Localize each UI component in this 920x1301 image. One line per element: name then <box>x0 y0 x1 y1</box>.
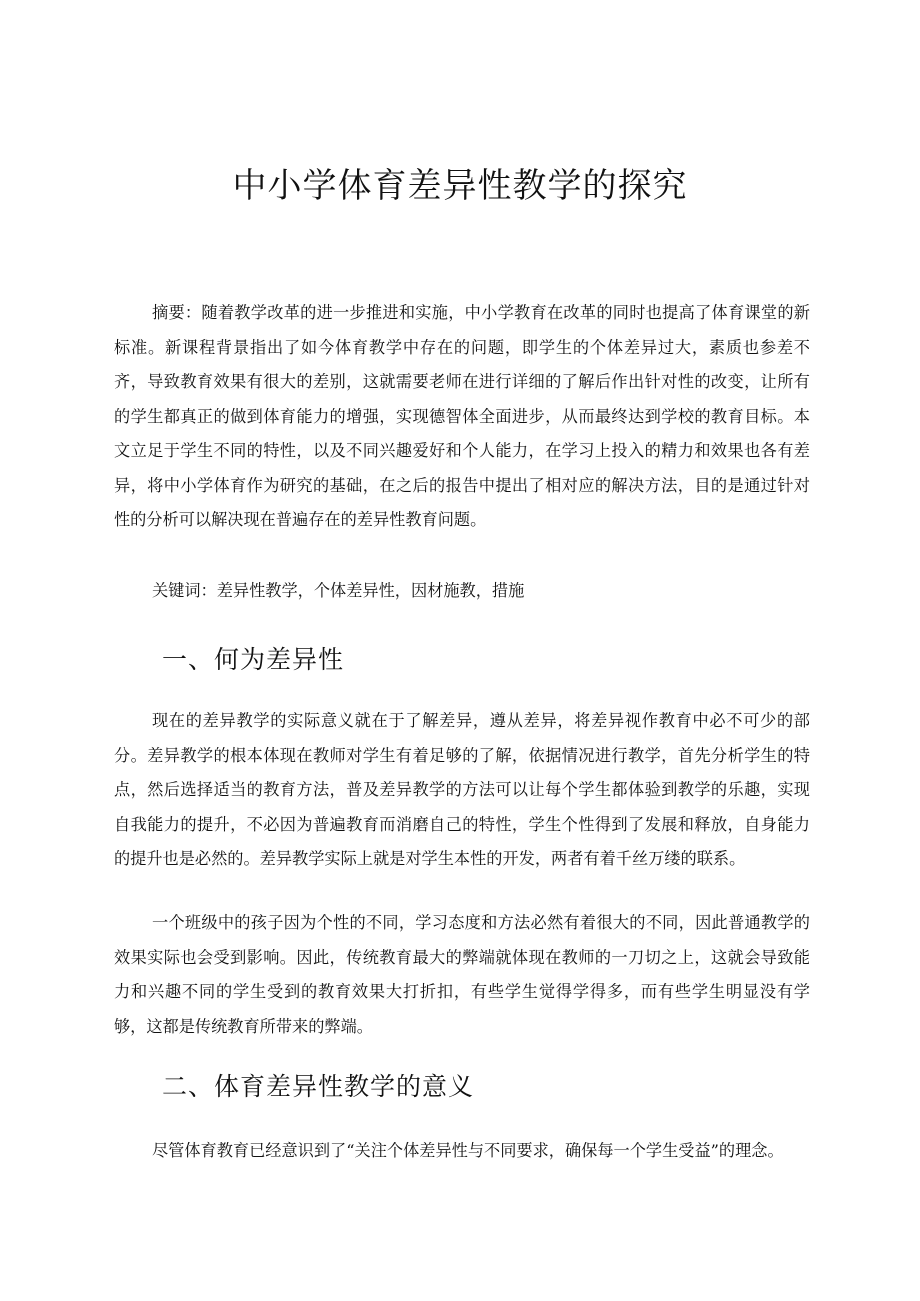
section-2-paragraph-1: 尽管体育教育已经意识到了“关注个体差异性与不同要求，确保每一个学生受益”的理念。 <box>152 1141 784 1160</box>
keywords-line: 关键词：差异性教学，个体差异性，因材施教，措施 <box>152 581 525 600</box>
abstract-paragraph: 摘要：随着教学改革的进一步推进和实施，中小学教育在改革的同时也提高了体育课堂的新标准。新课程背景指出了如今体育教学中存在的问题，即学生的个体差异过大，素质也参差不齐，导致教育效果有很大的差别，这就需要老师在进行详细的了解后作出针对性的改变，让所有的学生都真正的做到体育能力的增强，实现德智体全面进步，从而最终达到学校的教育目标。本文立足于学生不同的特性，以及不同兴趣爱好和个人能力，在学习上投入的精力和效果也各有差异，将中小学体育作为研究的基础，在之后的报告中提出了相对应的解决方法，目的是通过针对性的分析可以解决现在普遍存在的差异性教育问题。 <box>114 303 810 529</box>
section-1-paragraph-1: 现在的差异教学的实际意义就在于了解差异，遵从差异，将差异视作教育中必不可少的部分。差异教学的根本体现在教师对学生有着足够的了解，依据情况进行教学，首先分析学生的特点，然后选择适当的教育方法，普及差异教学的方法可以让每个学生都体验到教学的乐趣，实现自我能力的提升，不必因为普遍教育而消磨自己的特性，学生个性得到了发展和释放，自身能力的提升也是必然的。差异教学实际上就是对学生本性的开发，两者有着千丝万缕的联系。 <box>114 711 810 868</box>
section-1-paragraph-2: 一个班级中的孩子因为个性的不同，学习态度和方法必然有着很大的不同，因此普通教学的效果实际也会受到影响。因此，传统教育最大的弊端就体现在教师的一刀切之上，这就会导致能力和兴趣不同的学生受到的教育效果大打折扣，有些学生觉得学得多，而有些学生明显没有学够，这都是传统教育所带来的弊端。 <box>114 913 810 1036</box>
section-heading-2: 二、体育差异性教学的意义 <box>162 1072 475 1101</box>
document-title: 中小学体育差异性教学的探究 <box>232 166 688 206</box>
section-heading-1: 一、何为差异性 <box>162 645 345 674</box>
